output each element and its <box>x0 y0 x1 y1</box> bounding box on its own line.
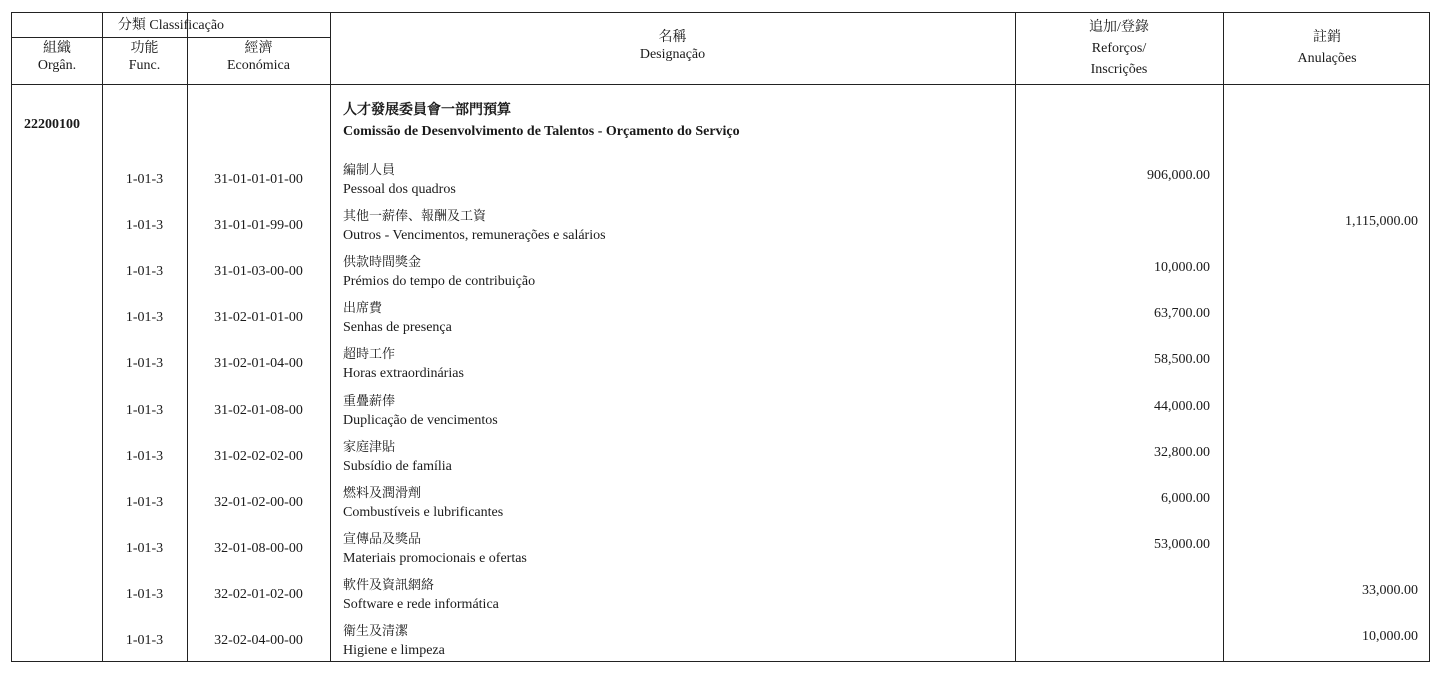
row-name-zh: 出席費 <box>343 301 383 316</box>
row-reinforce-amount: 906,000.00 <box>1147 168 1210 183</box>
row-func-code: 1-01-3 <box>125 449 164 464</box>
row-reinforce-amount: 10,000.00 <box>1154 260 1210 275</box>
reinforce-header-pt1: Reforços/ <box>1091 41 1147 56</box>
row-name-zh: 供款時間獎金 <box>343 255 422 270</box>
col-divider <box>330 13 331 661</box>
section-title-pt: Comissão de Desenvolvimento de Talentos - Orçamento do Serviço <box>343 124 740 139</box>
row-name-zh: 衛生及清潔 <box>343 624 409 639</box>
organ-code: 22200100 <box>24 117 80 132</box>
row-func-code: 1-01-3 <box>125 495 164 510</box>
row-econ-code: 31-02-01-04-00 <box>214 356 303 371</box>
organ-header-pt: Orgân. <box>37 58 77 73</box>
reinforce-header-pt2: Inscrições <box>1090 62 1148 77</box>
row-reinforce-amount: 58,500.00 <box>1154 352 1210 367</box>
row-name-pt: Software e rede informática <box>343 597 499 612</box>
row-func-code: 1-01-3 <box>125 541 164 556</box>
col-divider <box>1015 13 1016 661</box>
reinforce-header <box>1015 17 1223 80</box>
row-econ-code: 31-02-02-02-00 <box>214 449 303 464</box>
row-cancel-amount: 10,000.00 <box>1362 629 1418 644</box>
name-header-zh: 名稱 <box>658 30 687 45</box>
row-name-zh: 重疊薪俸 <box>343 394 396 409</box>
row-reinforce-amount: 32,800.00 <box>1154 445 1210 460</box>
col-divider <box>187 13 188 661</box>
row-econ-code: 31-01-01-99-00 <box>214 218 303 233</box>
row-econ-code: 31-02-01-08-00 <box>214 403 303 418</box>
cancel-header <box>1223 27 1431 69</box>
row-econ-code: 32-01-02-00-00 <box>214 495 303 510</box>
row-name-zh: 編制人員 <box>343 163 396 178</box>
row-reinforce-amount: 44,000.00 <box>1154 399 1210 414</box>
header-divider <box>12 84 1429 85</box>
organ-header <box>12 40 102 74</box>
row-func-code: 1-01-3 <box>125 587 164 602</box>
row-func-code: 1-01-3 <box>125 356 164 371</box>
econ-header <box>187 40 330 74</box>
econ-header-pt: Económica <box>227 58 290 73</box>
row-reinforce-amount: 63,700.00 <box>1154 306 1210 321</box>
row-name-zh: 其他一薪俸、報酬及工資 <box>343 209 487 224</box>
row-name-pt: Subsídio de família <box>343 459 452 474</box>
row-name-pt: Duplicação de vencimentos <box>343 413 498 428</box>
row-name-zh: 軟件及資訊網絡 <box>343 578 435 593</box>
row-func-code: 1-01-3 <box>125 172 164 187</box>
row-cancel-amount: 1,115,000.00 <box>1345 214 1418 229</box>
row-name-pt: Combustíveis e lubrificantes <box>343 505 504 520</box>
row-econ-code: 31-02-01-01-00 <box>214 310 303 325</box>
row-name-pt: Materiais promocionais e ofertas <box>343 551 527 566</box>
classification-header <box>12 17 330 34</box>
row-reinforce-amount: 53,000.00 <box>1154 537 1210 552</box>
row-name-zh: 宣傳品及獎品 <box>343 532 422 547</box>
organ-header-zh: 組織 <box>43 41 71 56</box>
row-econ-code: 31-01-01-01-00 <box>214 172 303 187</box>
func-header-zh: 功能 <box>130 41 159 56</box>
row-name-pt: Horas extraordinárias <box>343 366 464 381</box>
row-econ-code: 32-01-08-00-00 <box>214 541 303 556</box>
row-reinforce-amount: 6,000.00 <box>1161 491 1210 506</box>
row-cancel-amount: 33,000.00 <box>1362 583 1418 598</box>
row-econ-code: 32-02-01-02-00 <box>214 587 303 602</box>
row-name-pt: Pessoal dos quadros <box>343 182 456 197</box>
row-name-zh: 燃料及潤滑劑 <box>343 486 422 501</box>
row-econ-code: 32-02-04-00-00 <box>214 633 303 648</box>
section-title-zh: 人才發展委員會一部門預算 <box>343 102 511 118</box>
row-name-zh: 家庭津貼 <box>343 440 396 455</box>
classification-label: 分類 Classificação <box>117 18 225 33</box>
row-name-pt: Prémios do tempo de contribuição <box>343 274 536 289</box>
col-divider <box>102 13 103 661</box>
row-name-zh: 超時工作 <box>343 347 396 362</box>
col-divider <box>1223 13 1224 661</box>
cancel-header-zh: 註銷 <box>1313 30 1341 45</box>
row-func-code: 1-01-3 <box>125 264 164 279</box>
name-header-pt: Designação <box>639 47 706 62</box>
row-name-pt: Senhas de presença <box>343 320 452 335</box>
name-header <box>330 29 1015 63</box>
row-func-code: 1-01-3 <box>125 633 164 648</box>
row-name-pt: Outros - Vencimentos, remunerações e salários <box>343 228 606 243</box>
econ-header-zh: 經濟 <box>244 41 273 56</box>
budget-table <box>11 12 1430 662</box>
reinforce-header-zh: 追加/登錄 <box>1089 20 1149 35</box>
cancel-header-pt: Anulações <box>1297 51 1357 66</box>
row-econ-code: 31-01-03-00-00 <box>214 264 303 279</box>
row-name-pt: Higiene e limpeza <box>343 643 445 658</box>
row-func-code: 1-01-3 <box>125 403 164 418</box>
row-func-code: 1-01-3 <box>125 218 164 233</box>
classification-divider <box>12 37 330 38</box>
row-func-code: 1-01-3 <box>125 310 164 325</box>
func-header <box>102 40 187 74</box>
func-header-pt: Func. <box>128 58 161 73</box>
